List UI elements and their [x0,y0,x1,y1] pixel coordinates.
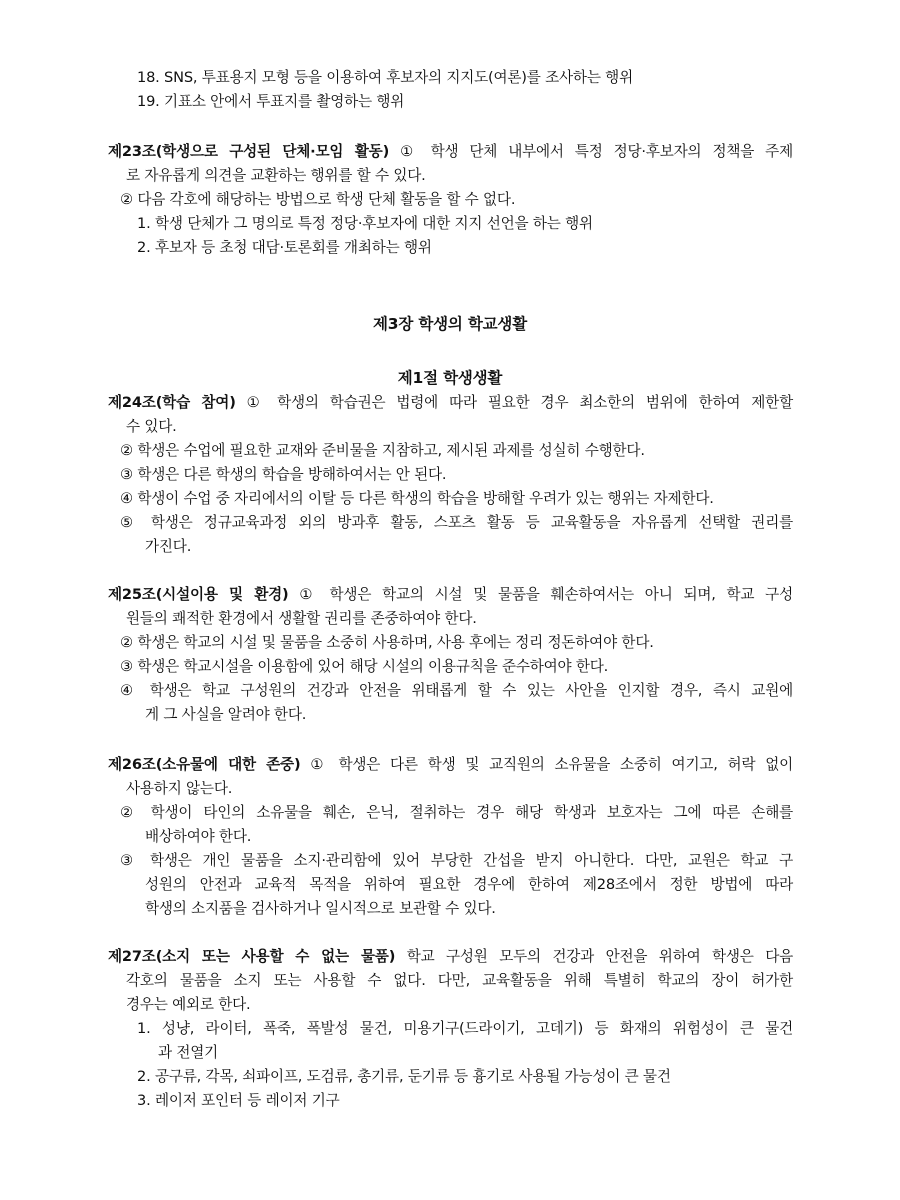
article-24-para-5: ⑤ 학생은 정규교육과정 외의 방과후 활동, 스포츠 활동 등 교육활동을 자유롭게 선택할 권리를 [120,514,793,531]
article-26-para-2: ② 학생이 타인의 소유물을 훼손, 은닉, 절취하는 경우 해당 학생과 보호자는 그에 따른 손해를 [120,804,793,821]
article-23-para-1 [108,142,793,162]
paragraph-text: ① 학생은 다른 학생 및 교직원의 소유물을 소중히 여기고, 허락 없이 [310,756,793,773]
paragraph-text: ① 학생의 학습권은 법령에 따라 필요한 경우 최소한의 범위에 한하여 제한할 [246,394,793,411]
paragraph-continuation: 경우는 예외로 한다. [126,996,251,1013]
paragraph-continuation: 수 있다. [126,418,177,435]
article-25-para-2: ② 학생은 학교의 시설 및 물품을 소중히 사용하며, 사용 후에는 정리 정돈하여야 한다. [120,634,654,651]
paragraph-continuation: 배상하여야 한다. [145,828,252,845]
list-item: 2. 후보자 등 초청 대담·토론회를 개최하는 행위 [137,239,432,256]
paragraph-continuation: 사용하지 않는다. [126,780,233,797]
paragraph-text: 학교 구성원 모두의 건강과 안전을 위하여 학생은 다음 [406,948,793,965]
list-item: 1. 성냥, 라이터, 폭죽, 폭발성 물건, 미용기구(드라이기, 고데기) 등 화재의 위험성이 큰 물건 [137,1020,793,1037]
article-23-para-2: ② 다음 각호에 해당하는 방법으로 학생 단체 활동을 할 수 없다. [120,191,516,208]
article-24-para-2: ② 학생은 수업에 필요한 교재와 준비물을 지참하고, 제시된 과제를 성실히 수행한다. [120,442,645,459]
article-25-para-4: ④ 학생은 학교 구성원의 건강과 안전을 위태롭게 할 수 있는 사안을 인지할 경우, 즉시 교원에 [120,682,793,699]
list-item: 3. 레이저 포인터 등 레이저 기구 [137,1092,340,1109]
list-item: 18. SNS, 투표용지 모형 등을 이용하여 후보자의 지지도(여론)를 조사하는 행위 [137,69,633,86]
list-item: 2. 공구류, 각목, 쇠파이프, 도검류, 총기류, 둔기류 등 흉기로 사용될 가능성이 큰 물건 [137,1068,671,1085]
article-title: 제25조(시설이용 및 환경) [108,586,289,603]
list-item: 1. 학생 단체가 그 명의로 특정 정당·후보자에 대한 지지 선언을 하는 행위 [137,215,593,232]
article-title: 제24조(학습 참여) [108,394,236,411]
article-26-para-3: ③ 학생은 개인 물품을 소지·관리함에 있어 부당한 간섭을 받지 아니한다. 다만, 교원은 학교 구 [120,852,793,869]
paragraph-continuation: 학생의 소지품을 검사하거나 일시적으로 보관할 수 있다. [145,900,496,917]
chapter-title: 제3장 학생의 학교생활 [373,315,527,333]
article-26-para-1 [108,755,793,775]
list-item: 19. 기표소 안에서 투표지를 촬영하는 행위 [137,93,405,110]
article-title: 제27조(소지 또는 사용할 수 없는 물품) [108,948,396,965]
paragraph-continuation: 성원의 안전과 교육적 목적을 위하여 필요한 경우에 한하여 제28조에서 정한 방법에 따라 [145,876,793,893]
article-title: 제23조(학생으로 구성된 단체·모임 활동) [108,143,390,160]
paragraph-continuation: 원들의 쾌적한 환경에서 생활할 권리를 존중하여야 한다. [126,610,477,627]
article-27-intro [108,947,793,967]
article-24-para-3: ③ 학생은 다른 학생의 학습을 방해하여서는 안 된다. [120,466,447,483]
paragraph-continuation: 각호의 물품을 소지 또는 사용할 수 없다. 다만, 교육활동을 위해 특별히 학교의 장이 허가한 [126,972,793,989]
paragraph-continuation: 게 그 사실을 알려야 한다. [145,706,307,723]
paragraph-continuation: 가진다. [145,538,192,555]
paragraph-continuation: 로 자유롭게 의견을 교환하는 행위를 할 수 있다. [126,167,426,184]
paragraph-continuation: 과 전열기 [158,1044,219,1061]
article-25-para-1 [108,585,793,605]
paragraph-text: ① 학생 단체 내부에서 특정 정당·후보자의 정책을 주제 [400,143,793,160]
section-title: 제1절 학생생활 [397,369,503,387]
article-25-para-3: ③ 학생은 학교시설을 이용함에 있어 해당 시설의 이용규칙을 준수하여야 한다. [120,658,609,675]
paragraph-text: ① 학생은 학교의 시설 및 물품을 훼손하여서는 아니 되며, 학교 구성 [299,586,793,603]
article-title: 제26조(소유물에 대한 존중) [108,756,301,773]
article-24-para-4: ④ 학생이 수업 중 자리에서의 이탈 등 다른 학생의 학습을 방해할 우려가 있는 행위는 자제한다. [120,490,714,507]
article-24-para-1 [108,393,793,413]
